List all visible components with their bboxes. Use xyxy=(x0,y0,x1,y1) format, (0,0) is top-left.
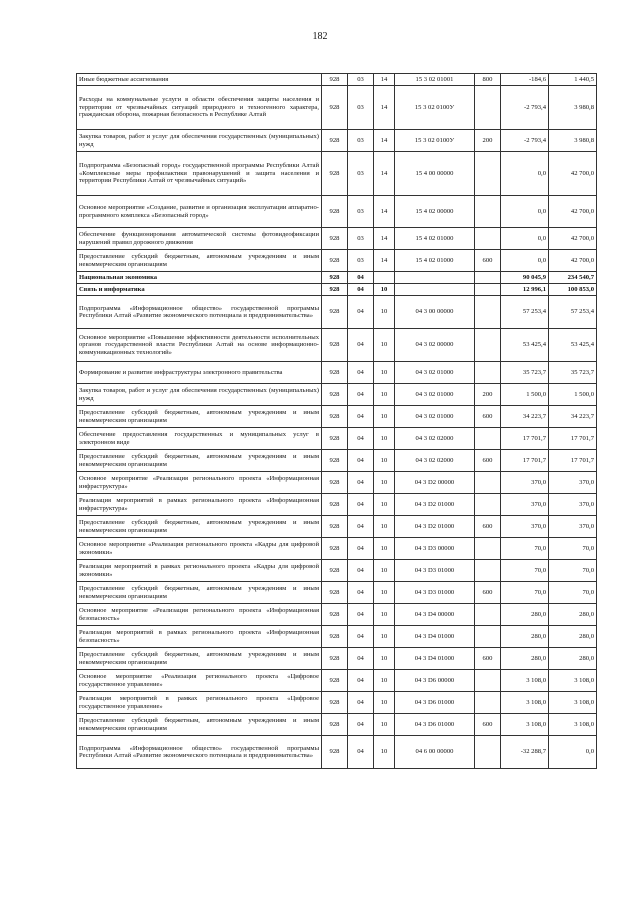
subsection-code: 10 xyxy=(374,582,395,604)
target-article-code: 04 3 D6 01000 xyxy=(395,692,475,714)
table-row xyxy=(77,648,597,670)
ministry-code: 928 xyxy=(322,296,348,329)
expense-type-code xyxy=(475,228,501,250)
target-article-code: 15 3 02 0100У xyxy=(395,86,475,130)
amount-total: 0,0 xyxy=(549,736,597,769)
section-code: 04 xyxy=(348,714,374,736)
amount-change: -2 793,4 xyxy=(501,86,549,130)
table-row xyxy=(77,736,597,769)
subsection-code: 14 xyxy=(374,196,395,228)
section-code: 04 xyxy=(348,272,374,284)
amount-change: 370,0 xyxy=(501,472,549,494)
table-row xyxy=(77,196,597,228)
item-description: Подпрограмма «Информационное общество» государственной программы Республики Алтай «Развитие экономического потенциала и предпринимательства» xyxy=(77,736,322,769)
item-description: Реализация мероприятий в рамках регионального проекта «Цифровое государственное управление» xyxy=(77,692,322,714)
subsection-code: 10 xyxy=(374,428,395,450)
target-article-code: 04 6 00 00000 xyxy=(395,736,475,769)
expense-type-code xyxy=(475,472,501,494)
amount-total: 280,0 xyxy=(549,648,597,670)
expense-type-code xyxy=(475,626,501,648)
target-article-code: 04 3 02 01000 xyxy=(395,384,475,406)
target-article-code: 04 3 D6 00000 xyxy=(395,670,475,692)
section-code: 04 xyxy=(348,428,374,450)
expense-type-code: 200 xyxy=(475,130,501,152)
subsection-code: 10 xyxy=(374,284,395,296)
subsection-code: 10 xyxy=(374,296,395,329)
amount-change: 17 701,7 xyxy=(501,450,549,472)
table-row xyxy=(77,428,597,450)
ministry-code: 928 xyxy=(322,130,348,152)
amount-total: 17 701,7 xyxy=(549,450,597,472)
expense-type-code: 600 xyxy=(475,582,501,604)
amount-total: 3 108,0 xyxy=(549,692,597,714)
amount-change: 53 425,4 xyxy=(501,329,549,362)
expense-type-code: 600 xyxy=(475,250,501,272)
item-description: Реализация мероприятий в рамках регионального проекта «Информационная инфраструктура» xyxy=(77,494,322,516)
table-row xyxy=(77,86,597,130)
ministry-code: 928 xyxy=(322,74,348,86)
item-description: Основное мероприятие «Реализация регионального проекта «Кадры для цифровой экономики» xyxy=(77,538,322,560)
amount-change: -184,6 xyxy=(501,74,549,86)
ministry-code: 928 xyxy=(322,362,348,384)
table-row xyxy=(77,384,597,406)
table-row xyxy=(77,450,597,472)
section-code: 04 xyxy=(348,329,374,362)
section-code: 04 xyxy=(348,450,374,472)
table-row xyxy=(77,626,597,648)
table-row xyxy=(77,714,597,736)
ministry-code: 928 xyxy=(322,648,348,670)
ministry-code: 928 xyxy=(322,714,348,736)
ministry-code: 928 xyxy=(322,582,348,604)
table-row xyxy=(77,250,597,272)
target-article-code: 15 3 02 01001 xyxy=(395,74,475,86)
budget-table xyxy=(76,73,597,769)
amount-total: 370,0 xyxy=(549,494,597,516)
section-code: 03 xyxy=(348,228,374,250)
amount-change: 3 108,0 xyxy=(501,714,549,736)
amount-change: 3 108,0 xyxy=(501,670,549,692)
amount-change: 0,0 xyxy=(501,228,549,250)
section-code: 04 xyxy=(348,538,374,560)
amount-total: 280,0 xyxy=(549,604,597,626)
amount-total: 3 980,8 xyxy=(549,86,597,130)
section-code: 04 xyxy=(348,406,374,428)
amount-total: 1 500,0 xyxy=(549,384,597,406)
target-article-code: 15 4 02 01000 xyxy=(395,228,475,250)
subsection-code: 14 xyxy=(374,86,395,130)
amount-change: 280,0 xyxy=(501,626,549,648)
amount-change: 3 108,0 xyxy=(501,692,549,714)
ministry-code: 928 xyxy=(322,538,348,560)
page-number: 182 xyxy=(312,31,328,42)
item-description: Национальная экономика xyxy=(77,272,322,284)
ministry-code: 928 xyxy=(322,516,348,538)
amount-change: 35 723,7 xyxy=(501,362,549,384)
amount-total: 234 540,7 xyxy=(549,272,597,284)
table-row xyxy=(77,538,597,560)
table-row xyxy=(77,228,597,250)
item-description: Основное мероприятие «Реализация регионального проекта «Информационная инфраструктура» xyxy=(77,472,322,494)
amount-change: 70,0 xyxy=(501,560,549,582)
table-row xyxy=(77,604,597,626)
ministry-code: 928 xyxy=(322,428,348,450)
item-description: Предоставление субсидий бюджетным, автономным учреждениям и иным некоммерческим организациям xyxy=(77,450,322,472)
ministry-code: 928 xyxy=(322,670,348,692)
expense-type-code xyxy=(475,152,501,196)
section-code: 03 xyxy=(348,250,374,272)
item-description: Предоставление субсидий бюджетным, автономным учреждениям и иным некоммерческим организациям xyxy=(77,714,322,736)
expense-type-code xyxy=(475,362,501,384)
item-description: Формирование и развитие инфраструктуры электронного правительства xyxy=(77,362,322,384)
ministry-code: 928 xyxy=(322,329,348,362)
section-code: 04 xyxy=(348,494,374,516)
subsection-code: 14 xyxy=(374,130,395,152)
section-code: 04 xyxy=(348,472,374,494)
amount-change: 70,0 xyxy=(501,582,549,604)
expense-type-code xyxy=(475,692,501,714)
target-article-code: 04 3 D4 00000 xyxy=(395,604,475,626)
ministry-code: 928 xyxy=(322,86,348,130)
item-description: Закупка товаров, работ и услуг для обеспечения государственных (муниципальных) нужд xyxy=(77,384,322,406)
amount-total: 3 108,0 xyxy=(549,670,597,692)
amount-total: 53 425,4 xyxy=(549,329,597,362)
target-article-code: 04 3 D3 01000 xyxy=(395,582,475,604)
amount-change: -32 288,7 xyxy=(501,736,549,769)
section-code: 03 xyxy=(348,152,374,196)
amount-change: 57 253,4 xyxy=(501,296,549,329)
section-code: 04 xyxy=(348,582,374,604)
table-row xyxy=(77,692,597,714)
subsection-code: 10 xyxy=(374,604,395,626)
amount-total: 17 701,7 xyxy=(549,428,597,450)
amount-change: 370,0 xyxy=(501,516,549,538)
amount-total: 42 700,0 xyxy=(549,152,597,196)
expense-type-code xyxy=(475,296,501,329)
ministry-code: 928 xyxy=(322,604,348,626)
amount-change: 70,0 xyxy=(501,538,549,560)
item-description: Предоставление субсидий бюджетным, автономным учреждениям и иным некоммерческим организациям xyxy=(77,406,322,428)
ministry-code: 928 xyxy=(322,196,348,228)
subsection-code: 14 xyxy=(374,152,395,196)
ministry-code: 928 xyxy=(322,250,348,272)
section-code: 03 xyxy=(348,74,374,86)
subsection-code: 10 xyxy=(374,714,395,736)
table-row xyxy=(77,152,597,196)
amount-total: 370,0 xyxy=(549,516,597,538)
target-article-code: 15 4 02 00000 xyxy=(395,196,475,228)
item-description: Предоставление субсидий бюджетным, автономным учреждениям и иным некоммерческим организациям xyxy=(77,516,322,538)
ministry-code: 928 xyxy=(322,736,348,769)
expense-type-code: 600 xyxy=(475,516,501,538)
subsection-code: 10 xyxy=(374,736,395,769)
subsection-code: 10 xyxy=(374,472,395,494)
target-article-code: 04 3 D2 01000 xyxy=(395,516,475,538)
expense-type-code xyxy=(475,272,501,284)
table-row xyxy=(77,406,597,428)
expense-type-code xyxy=(475,329,501,362)
expense-type-code xyxy=(475,284,501,296)
amount-change: 90 045,9 xyxy=(501,272,549,284)
item-description: Расходы на коммунальные услуги в области обеспечения защиты населения и территории от чрезвычайных ситуаций природного и техногенного характера, гражданская оборона, пожарная безопасность в Республике Алтай xyxy=(77,86,322,130)
item-description: Основное мероприятие «Реализация регионального проекта «Информационная безопасность» xyxy=(77,604,322,626)
table-row xyxy=(77,272,597,284)
subsection-code: 10 xyxy=(374,494,395,516)
target-article-code: 15 4 02 01000 xyxy=(395,250,475,272)
item-description: Обеспечение предоставления государственных и муниципальных услуг в электронном виде xyxy=(77,428,322,450)
amount-total: 70,0 xyxy=(549,538,597,560)
subsection-code: 10 xyxy=(374,516,395,538)
table-body xyxy=(77,74,597,769)
target-article-code: 04 3 D4 01000 xyxy=(395,648,475,670)
amount-total: 42 700,0 xyxy=(549,196,597,228)
amount-change: 0,0 xyxy=(501,196,549,228)
ministry-code: 928 xyxy=(322,228,348,250)
subsection-code: 14 xyxy=(374,250,395,272)
section-code: 04 xyxy=(348,296,374,329)
subsection-code: 10 xyxy=(374,362,395,384)
table-row xyxy=(77,582,597,604)
amount-total: 100 853,0 xyxy=(549,284,597,296)
item-description: Основное мероприятие «Реализация регионального проекта «Цифровое государственное управление» xyxy=(77,670,322,692)
item-description: Предоставление субсидий бюджетным, автономным учреждениям и иным некоммерческим организациям xyxy=(77,582,322,604)
subsection-code: 10 xyxy=(374,406,395,428)
table-row xyxy=(77,472,597,494)
section-code: 04 xyxy=(348,604,374,626)
target-article-code: 04 3 02 01000 xyxy=(395,406,475,428)
target-article-code: 04 3 02 01000 xyxy=(395,362,475,384)
amount-total: 280,0 xyxy=(549,626,597,648)
table-row xyxy=(77,74,597,86)
ministry-code: 928 xyxy=(322,406,348,428)
section-code: 04 xyxy=(348,736,374,769)
ministry-code: 928 xyxy=(322,284,348,296)
amount-change: 34 223,7 xyxy=(501,406,549,428)
item-description: Закупка товаров, работ и услуг для обеспечения государственных (муниципальных) нужд xyxy=(77,130,322,152)
amount-change: 12 996,1 xyxy=(501,284,549,296)
section-code: 04 xyxy=(348,284,374,296)
ministry-code: 928 xyxy=(322,272,348,284)
expense-type-code: 600 xyxy=(475,450,501,472)
ministry-code: 928 xyxy=(322,152,348,196)
ministry-code: 928 xyxy=(322,626,348,648)
expense-type-code xyxy=(475,604,501,626)
item-description: Предоставление субсидий бюджетным, автономным учреждениям и иным некоммерческим организациям xyxy=(77,648,322,670)
ministry-code: 928 xyxy=(322,384,348,406)
target-article-code xyxy=(395,272,475,284)
section-code: 04 xyxy=(348,626,374,648)
subsection-code: 10 xyxy=(374,626,395,648)
amount-total: 370,0 xyxy=(549,472,597,494)
target-article-code: 04 3 02 02000 xyxy=(395,428,475,450)
ministry-code: 928 xyxy=(322,450,348,472)
expense-type-code xyxy=(475,538,501,560)
table-row xyxy=(77,670,597,692)
ministry-code: 928 xyxy=(322,472,348,494)
subsection-code: 10 xyxy=(374,648,395,670)
subsection-code: 10 xyxy=(374,329,395,362)
section-code: 04 xyxy=(348,670,374,692)
subsection-code: 10 xyxy=(374,538,395,560)
section-code: 03 xyxy=(348,130,374,152)
expense-type-code: 600 xyxy=(475,648,501,670)
item-description: Обеспечение функционирования автоматической системы фотовидеофиксации нарушений правил дорожного движения xyxy=(77,228,322,250)
table-row xyxy=(77,516,597,538)
target-article-code: 04 3 D3 01000 xyxy=(395,560,475,582)
ministry-code: 928 xyxy=(322,494,348,516)
target-article-code: 04 3 00 00000 xyxy=(395,296,475,329)
subsection-code: 14 xyxy=(374,228,395,250)
amount-total: 3 108,0 xyxy=(549,714,597,736)
subsection-code: 10 xyxy=(374,384,395,406)
item-description: Основное мероприятие «Создание, развитие и организация эксплуатации аппаратно-программного комплекса «Безопасный город» xyxy=(77,196,322,228)
table-row xyxy=(77,494,597,516)
target-article-code: 04 3 D2 00000 xyxy=(395,472,475,494)
expense-type-code xyxy=(475,86,501,130)
target-article-code xyxy=(395,284,475,296)
amount-total: 70,0 xyxy=(549,560,597,582)
expense-type-code: 200 xyxy=(475,384,501,406)
expense-type-code: 800 xyxy=(475,74,501,86)
item-description: Подпрограмма «Информационное общество» государственной программы Республики Алтай «Развитие экономического потенциала и предпринимательства» xyxy=(77,296,322,329)
item-description: Подпрограмма «Безопасный город» государственной программы Республики Алтай «Комплексные меры профилактики правонарушений и защита населения и территории Республики Алтай от чрезвычайных ситуаций» xyxy=(77,152,322,196)
table-row xyxy=(77,362,597,384)
subsection-code: 10 xyxy=(374,670,395,692)
subsection-code xyxy=(374,272,395,284)
section-code: 04 xyxy=(348,384,374,406)
target-article-code: 04 3 D6 01000 xyxy=(395,714,475,736)
item-description: Иные бюджетные ассигнования xyxy=(77,74,322,86)
section-code: 04 xyxy=(348,648,374,670)
amount-total: 1 440,5 xyxy=(549,74,597,86)
subsection-code: 10 xyxy=(374,450,395,472)
table-row xyxy=(77,560,597,582)
target-article-code: 15 4 00 00000 xyxy=(395,152,475,196)
section-code: 04 xyxy=(348,692,374,714)
amount-total: 35 723,7 xyxy=(549,362,597,384)
amount-total: 3 980,8 xyxy=(549,130,597,152)
table-row xyxy=(77,329,597,362)
amount-total: 42 700,0 xyxy=(549,250,597,272)
expense-type-code xyxy=(475,196,501,228)
item-description: Связь и информатика xyxy=(77,284,322,296)
ministry-code: 928 xyxy=(322,560,348,582)
section-code: 04 xyxy=(348,362,374,384)
expense-type-code: 600 xyxy=(475,714,501,736)
expense-type-code xyxy=(475,670,501,692)
target-article-code: 04 3 02 00000 xyxy=(395,329,475,362)
expense-type-code xyxy=(475,494,501,516)
amount-change: 1 500,0 xyxy=(501,384,549,406)
target-article-code: 04 3 02 02000 xyxy=(395,450,475,472)
target-article-code: 04 3 D4 01000 xyxy=(395,626,475,648)
target-article-code: 04 3 D3 00000 xyxy=(395,538,475,560)
item-description: Предоставление субсидий бюджетным, автономным учреждениям и иным некоммерческим организациям xyxy=(77,250,322,272)
amount-change: 0,0 xyxy=(501,152,549,196)
item-description: Реализация мероприятий в рамках регионального проекта «Кадры для цифровой экономики» xyxy=(77,560,322,582)
section-code: 04 xyxy=(348,560,374,582)
amount-total: 70,0 xyxy=(549,582,597,604)
amount-change: -2 793,4 xyxy=(501,130,549,152)
amount-total: 42 700,0 xyxy=(549,228,597,250)
expense-type-code xyxy=(475,736,501,769)
amount-total: 34 223,7 xyxy=(549,406,597,428)
target-article-code: 04 3 D2 01000 xyxy=(395,494,475,516)
table-row xyxy=(77,284,597,296)
target-article-code: 15 3 02 0100У xyxy=(395,130,475,152)
subsection-code: 14 xyxy=(374,74,395,86)
item-description: Реализация мероприятий в рамках регионального проекта «Информационная безопасность» xyxy=(77,626,322,648)
expense-type-code xyxy=(475,560,501,582)
section-code: 04 xyxy=(348,516,374,538)
amount-change: 370,0 xyxy=(501,494,549,516)
section-code: 03 xyxy=(348,196,374,228)
amount-total: 57 253,4 xyxy=(549,296,597,329)
table-row xyxy=(77,130,597,152)
amount-change: 17 701,7 xyxy=(501,428,549,450)
amount-change: 280,0 xyxy=(501,648,549,670)
expense-type-code: 600 xyxy=(475,406,501,428)
table-row xyxy=(77,296,597,329)
expense-type-code xyxy=(475,428,501,450)
item-description: Основное мероприятие «Повышение эффективности деятельности исполнительных органов государственной власти Республики Алтай на основе информационно-коммуникационных технологий» xyxy=(77,329,322,362)
subsection-code: 10 xyxy=(374,560,395,582)
amount-change: 280,0 xyxy=(501,604,549,626)
ministry-code: 928 xyxy=(322,692,348,714)
amount-change: 0,0 xyxy=(501,250,549,272)
section-code: 03 xyxy=(348,86,374,130)
subsection-code: 10 xyxy=(374,692,395,714)
